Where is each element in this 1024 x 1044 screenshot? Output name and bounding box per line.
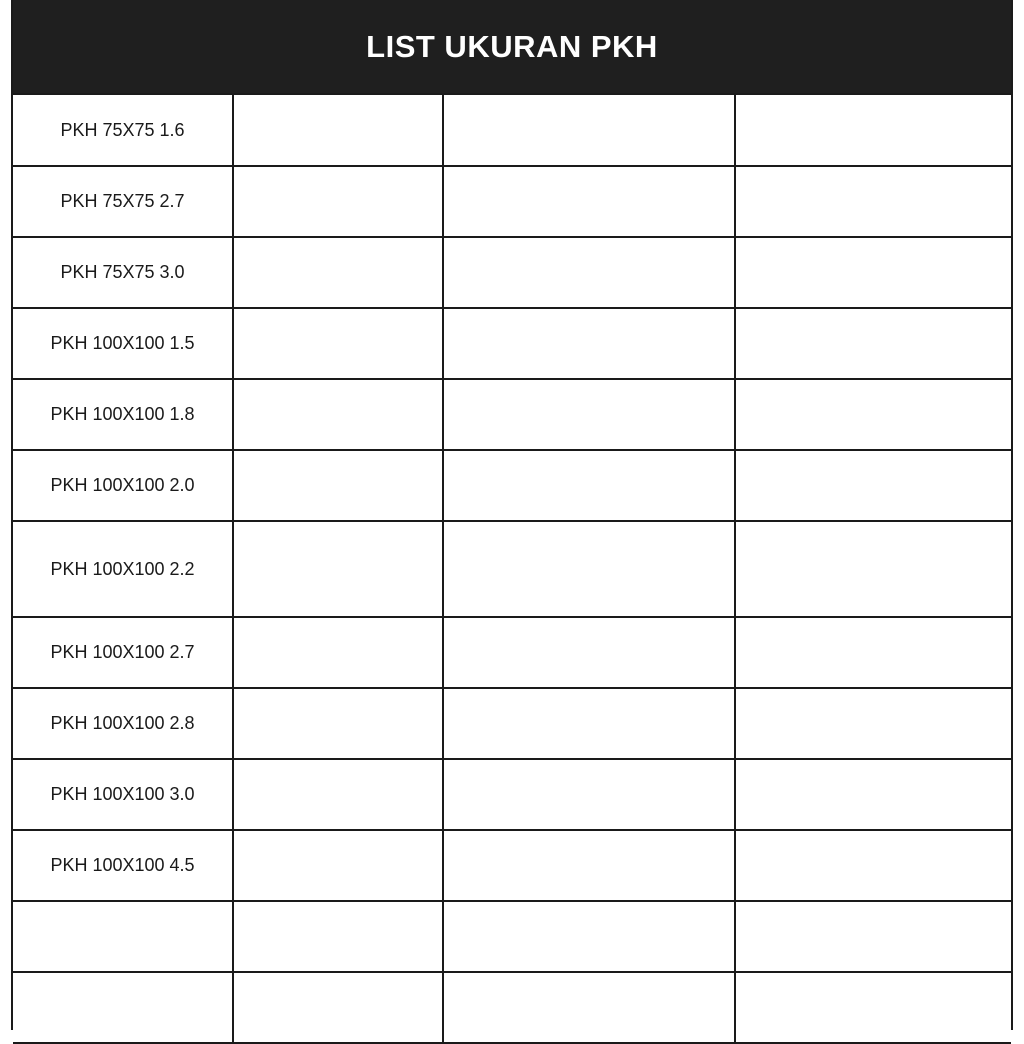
page-title: LIST UKURAN PKH [366,28,658,64]
empty-cell [735,308,1011,379]
empty-cell [443,166,735,237]
size-cell: PKH 75X75 2.7 [13,166,233,237]
empty-cell [735,759,1011,830]
empty-cell [233,688,443,759]
empty-cell [735,237,1011,308]
table-row [13,830,1011,901]
table-row [13,617,1011,688]
empty-cell [735,95,1011,166]
table-row [13,450,1011,521]
table-row [13,972,1011,1043]
size-cell: PKH 100X100 2.2 [13,521,233,617]
size-cell: PKH 100X100 1.8 [13,379,233,450]
pkh-size-sheet [11,0,1013,1030]
table-row [13,95,1011,166]
empty-cell [233,617,443,688]
size-cell: PKH 100X100 2.8 [13,688,233,759]
empty-cell [443,617,735,688]
empty-cell [443,237,735,308]
table-row [13,901,1011,972]
table-row [13,308,1011,379]
empty-cell [233,830,443,901]
empty-cell [735,830,1011,901]
table-row [13,166,1011,237]
empty-cell [443,759,735,830]
size-cell [13,972,233,1043]
size-cell [13,901,233,972]
empty-cell [735,450,1011,521]
size-table-body [13,95,1011,1043]
empty-cell [233,901,443,972]
empty-cell [443,688,735,759]
size-table [13,95,1011,1044]
empty-cell [233,166,443,237]
empty-cell [233,972,443,1043]
empty-cell [443,450,735,521]
size-cell: PKH 100X100 1.5 [13,308,233,379]
empty-cell [233,450,443,521]
table-row [13,759,1011,830]
empty-cell [735,901,1011,972]
empty-cell [443,308,735,379]
size-cell: PKH 100X100 2.7 [13,617,233,688]
empty-cell [735,972,1011,1043]
empty-cell [233,308,443,379]
size-cell: PKH 75X75 3.0 [13,237,233,308]
size-cell: PKH 100X100 4.5 [13,830,233,901]
empty-cell [735,166,1011,237]
table-row [13,688,1011,759]
empty-cell [233,95,443,166]
size-cell: PKH 100X100 2.0 [13,450,233,521]
empty-cell [443,830,735,901]
empty-cell [443,901,735,972]
empty-cell [443,95,735,166]
empty-cell [443,521,735,617]
empty-cell [735,617,1011,688]
empty-cell [735,379,1011,450]
empty-cell [233,759,443,830]
table-row [13,379,1011,450]
empty-cell [233,237,443,308]
empty-cell [735,688,1011,759]
empty-cell [735,521,1011,617]
empty-cell [233,521,443,617]
size-cell: PKH 100X100 3.0 [13,759,233,830]
empty-cell [443,379,735,450]
title-bar [13,0,1011,95]
table-row [13,521,1011,617]
table-row [13,237,1011,308]
empty-cell [443,972,735,1043]
size-cell: PKH 75X75 1.6 [13,95,233,166]
empty-cell [233,379,443,450]
